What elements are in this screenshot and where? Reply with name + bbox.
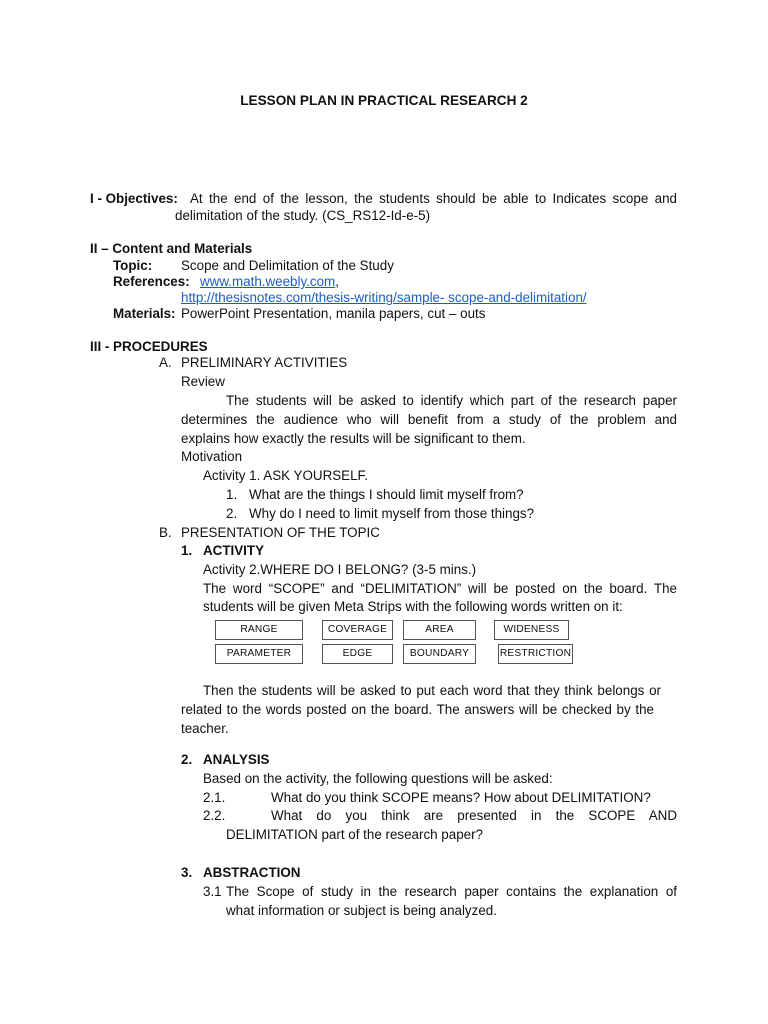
- step-3-title: ABSTRACTION: [203, 865, 301, 880]
- activity-2-line-1: The word “SCOPE” and “DELIMITATION” will be posted on the board. The: [203, 581, 677, 596]
- objectives-line-2: delimitation of the study. (CS_RS12-Id-e-5): [175, 208, 431, 223]
- step-3-number: 3.: [181, 865, 193, 880]
- step-2-number: 2.: [181, 752, 193, 767]
- reference-separator: ,: [335, 274, 339, 289]
- question-1-number: 1.: [226, 487, 238, 502]
- abstraction-3-1-line-2: what information or subject is being analyzed.: [226, 903, 497, 918]
- activity-2-line-2: students will be given Meta Strips with the following words written on it:: [203, 599, 623, 614]
- motivation-label: Motivation: [181, 449, 243, 464]
- reference-link-1[interactable]: www.math.weebly.com: [200, 274, 336, 289]
- review-line-2: determines the audience who will benefit from a study of the problem and: [181, 412, 677, 427]
- activity-2: Activity 2.WHERE DO I BELONG? (3-5 mins.): [203, 562, 477, 577]
- question-2: Why do I need to limit myself from those things?: [249, 506, 535, 521]
- review-label: Review: [181, 374, 225, 389]
- topic-label: Topic:: [113, 258, 153, 273]
- section-a-title: PRELIMINARY ACTIVITIES: [181, 355, 348, 370]
- then-line-3: teacher.: [181, 721, 229, 736]
- step-1-number: 1.: [181, 543, 193, 558]
- step-1-title: ACTIVITY: [203, 543, 265, 558]
- analysis-2-2-number: 2.2.: [203, 808, 226, 823]
- then-line-1: Then the students will be asked to put each word that they think belongs or: [203, 683, 661, 698]
- review-line-3: explains how exactly the results will be significant to them.: [181, 431, 526, 446]
- meta-strip-boundary: BOUNDARY: [403, 644, 476, 664]
- analysis-2-2-line-1: What do you think are presented in the SCOPE AND: [271, 808, 677, 823]
- abstraction-3-1-number: 3.1: [203, 884, 222, 899]
- question-2-number: 2.: [226, 506, 238, 521]
- question-1: What are the things I should limit myself from?: [249, 487, 524, 502]
- meta-strip-wideness: WIDENESS: [494, 620, 569, 640]
- topic-value: Scope and Delimitation of the Study: [181, 258, 394, 273]
- analysis-2-1: What do you think SCOPE means? How about DELIMITATION?: [271, 790, 651, 805]
- reference-link-2[interactable]: http://thesisnotes.com/thesis-writing/sample- scope-and-delimitation/: [181, 290, 587, 305]
- step-2-title: ANALYSIS: [203, 752, 270, 767]
- content-heading: II – Content and Materials: [90, 241, 253, 256]
- analysis-intro: Based on the activity, the following questions will be asked:: [203, 771, 553, 786]
- objectives-line-1: At the end of the lesson, the students should be able to Indicates scope and: [190, 191, 677, 206]
- section-a-letter: A.: [159, 355, 172, 370]
- section-b-title: PRESENTATION OF THE TOPIC: [181, 525, 380, 540]
- analysis-2-1-number: 2.1.: [203, 790, 226, 805]
- procedures-heading: III - PROCEDURES: [90, 339, 208, 354]
- meta-strip-coverage: COVERAGE: [322, 620, 393, 640]
- materials-value: PowerPoint Presentation, manila papers, cut – outs: [181, 306, 486, 321]
- then-line-2: related to the words posted on the board. The answers will be checked by the: [181, 702, 654, 717]
- abstraction-3-1-line-1: The Scope of study in the research paper contains the explanation of: [226, 884, 677, 899]
- materials-label: Materials:: [113, 306, 176, 321]
- meta-strip-restriction: RESTRICTION: [498, 644, 573, 664]
- analysis-2-2-line-2: DELIMITATION part of the research paper?: [226, 827, 484, 842]
- references-label: References:: [113, 274, 190, 289]
- section-b-letter: B.: [159, 525, 172, 540]
- meta-strip-range: RANGE: [215, 620, 303, 640]
- meta-strip-parameter: PARAMETER: [215, 644, 303, 664]
- objectives-label: I - Objectives:: [90, 191, 178, 206]
- meta-strip-area: AREA: [403, 620, 476, 640]
- review-line-1: The students will be asked to identify which part of the research paper: [226, 393, 677, 408]
- activity-1: Activity 1. ASK YOURSELF.: [203, 468, 368, 483]
- meta-strip-edge: EDGE: [322, 644, 393, 664]
- page-title: LESSON PLAN IN PRACTICAL RESEARCH 2: [240, 93, 528, 108]
